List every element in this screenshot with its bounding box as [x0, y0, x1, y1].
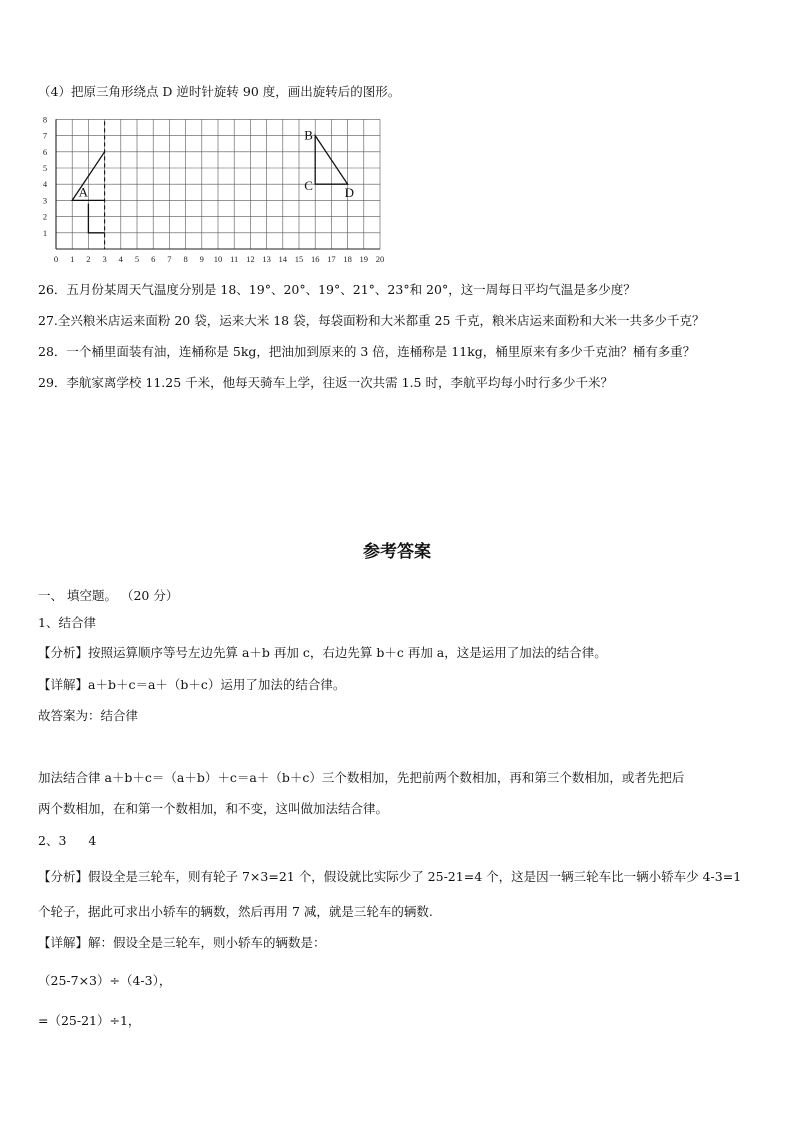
- x-tick-label: 16: [310, 254, 320, 264]
- x-tick-label: 8: [183, 254, 188, 264]
- answer-2-analysis-line-2: 个轮子，据此可求出小轿车的辆数，然后再用 7 减，就是三轮车的辆数.: [38, 904, 433, 919]
- answer-1-result: 故答案为：结合律: [38, 708, 139, 723]
- x-tick-label: 14: [278, 254, 288, 264]
- coordinate-grid-figure: [36, 116, 396, 272]
- answer-2-step-2: =（25-21）÷1，: [38, 1013, 141, 1028]
- question-4-text: （4）把原三角形绕点 D 逆时针旋转 90 度，画出旋转后的图形。: [38, 84, 401, 99]
- answer-2-step-1: （25-7×3）÷（4-3），: [38, 973, 172, 988]
- y-tick-label: 7: [42, 130, 48, 141]
- x-tick-label: 17: [327, 254, 336, 264]
- x-tick-label: 18: [343, 254, 352, 264]
- answer-2-detail: 【详解】解：假设全是三轮车，则小轿车的辆数是：: [38, 935, 326, 950]
- shape-a-bracket: [88, 204, 104, 233]
- question-28: 28．一个桶里面装有油，连桶称是 5kg，把油加到原来的 3 倍，连桶称是 11kg，桶里原来有多少千克油？桶有多重？: [38, 344, 696, 359]
- label-a: A: [78, 184, 89, 200]
- y-tick-label: 5: [42, 163, 48, 173]
- x-tick-label: 2: [86, 254, 91, 264]
- y-tick-label: 3: [42, 195, 48, 206]
- x-tick-label: 10: [213, 254, 223, 264]
- answer-1-note-line-1: 加法结合律 a＋b＋c＝（a＋b）＋c＝a＋（b＋c）三个数相加，先把前两个数相加，再和第三个数相加，或者先把后: [38, 770, 685, 785]
- answer-title: 参考答案: [363, 542, 431, 562]
- x-tick-label: 11: [230, 254, 239, 264]
- x-tick-label: 5: [134, 254, 140, 264]
- label-b: B: [304, 127, 313, 143]
- x-tick-label: 12: [246, 254, 255, 264]
- x-tick-label: 9: [199, 254, 204, 264]
- answer-1-note-line-2: 两个数相加，在和第一个数相加，和不变，这叫做加法结合律。: [38, 801, 389, 816]
- x-tick-label: 0: [53, 254, 59, 264]
- question-27: 27.全兴粮米店运来面粉 20 袋，运来大米 18 袋，每袋面粉和大米都重 25 千克，粮米店运来面粉和大米一共多少千克？: [38, 313, 705, 328]
- x-tick-label: 3: [102, 254, 107, 264]
- question-29: 29．李航家离学校 11.25 千米，他每天骑车上学，往返一次共需 1.5 时，李航平均每小时行多少千米？: [38, 375, 613, 390]
- y-tick-label: 8: [42, 116, 48, 125]
- answer-2-analysis-line-1: 【分析】假设全是三轮车，则有轮子 7×3=21 个，假设就比实际少了 25-21=4 个，这是因一辆三轮车比一辆小轿车少 4-3=1: [38, 869, 742, 884]
- label-c: C: [304, 178, 313, 194]
- x-tick-label: 20: [375, 254, 385, 264]
- x-tick-label: 1: [70, 254, 75, 264]
- answer-2-title: 2、3 4: [38, 833, 97, 848]
- grid-svg: [36, 116, 396, 272]
- x-tick-label: 19: [359, 254, 369, 264]
- x-tick-label: 13: [262, 254, 271, 264]
- label-d: D: [344, 185, 354, 201]
- y-tick-label: 1: [42, 227, 48, 238]
- answer-1-title: 1、结合律: [38, 615, 96, 630]
- x-tick-label: 6: [151, 254, 156, 264]
- answer-1-analysis: 【分析】按照运算顺序等号左边先算 a＋b 再加 c，右边先算 b＋c 再加 a，这是运用了加法的结合律。: [38, 645, 607, 660]
- answer-1-detail: 【详解】a＋b＋c＝a＋（b＋c）运用了加法的结合律。: [38, 677, 346, 692]
- x-tick-label: 4: [118, 254, 123, 264]
- y-tick-label: 6: [42, 146, 48, 157]
- y-tick-label: 4: [42, 179, 48, 190]
- x-tick-label: 7: [167, 254, 172, 264]
- section-1-heading: 一、 填空题。 （20 分）: [38, 588, 179, 603]
- question-26: 26．五月份某周天气温度分别是 18、19°、20°、19°、21°、23°和 20°，这一周每日平均气温是多少度？: [38, 282, 636, 297]
- y-tick-label: 2: [42, 211, 48, 222]
- x-tick-label: 15: [294, 254, 304, 264]
